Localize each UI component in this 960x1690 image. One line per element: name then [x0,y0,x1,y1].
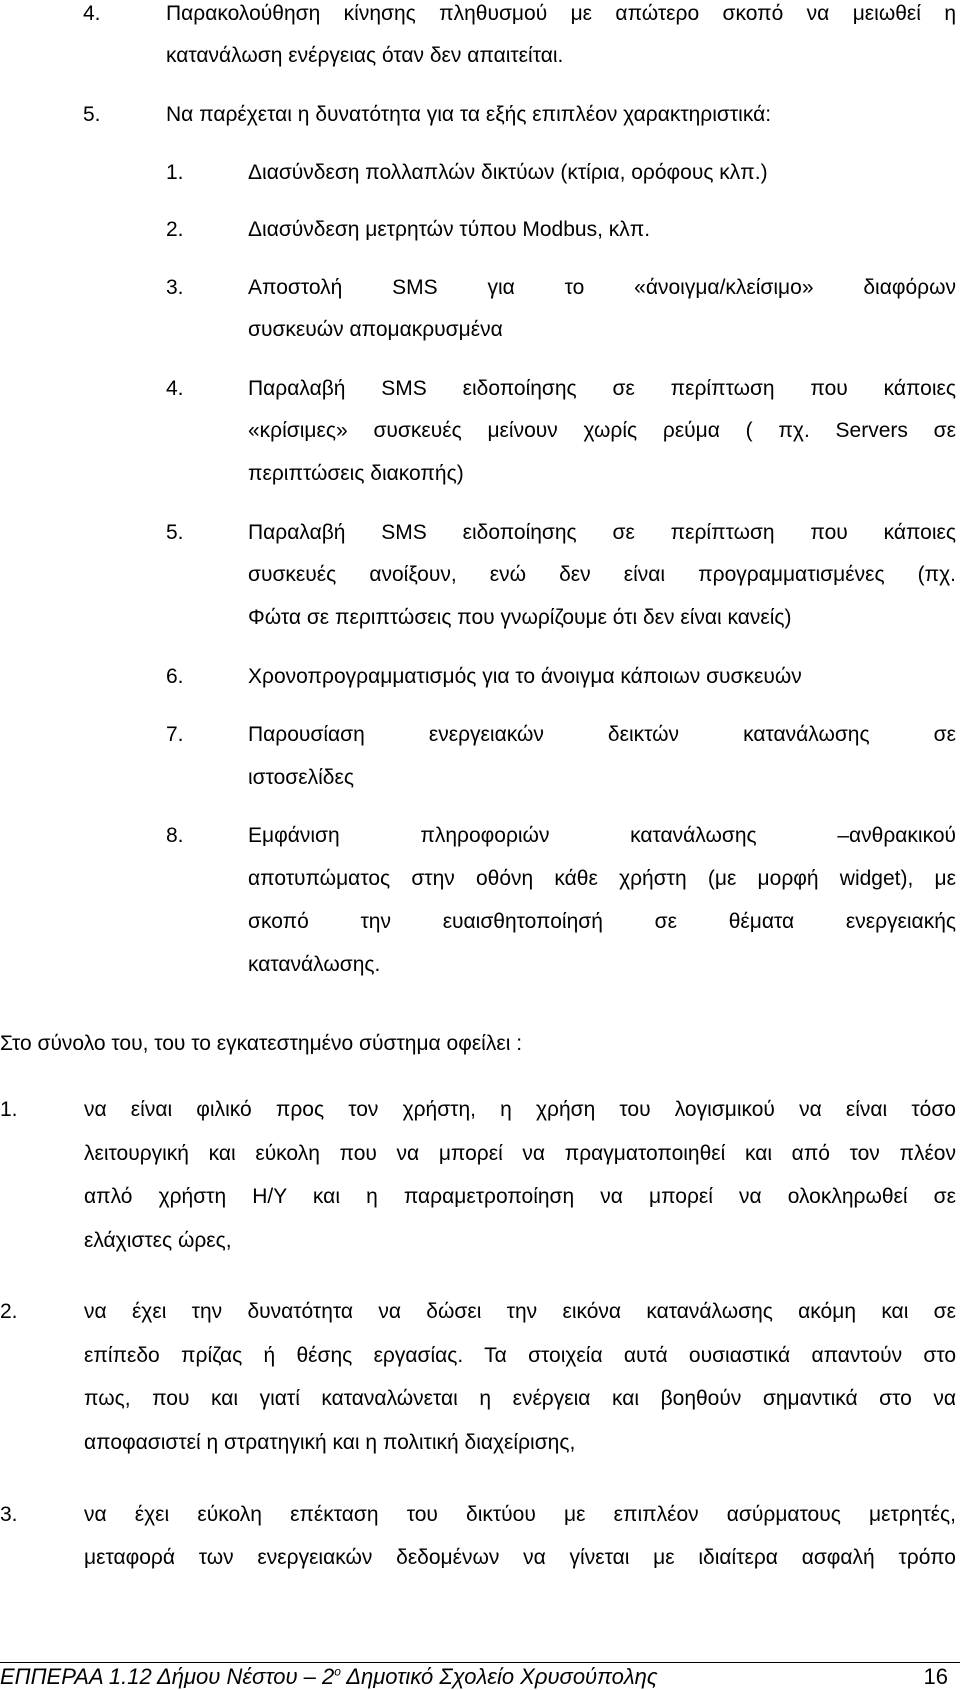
sub-list-item-8-line-3: σκοπό την ευαισθητοποίησή σε θέματα ενεργειακής [248,910,956,933]
sub-list-item-1-line-1: Διασύνδεση πολλαπλών δικτύων (κτίρια, ορόφους κλπ.) [248,161,768,184]
sub-list-item-6-number: 6. [166,665,184,688]
requirement-1-line-2: λειτουργική και εύκολη που να μπορεί να πραγματοποιηθεί και από τον πλέον [84,1142,956,1165]
sub-list-item-4-line-3: περιπτώσεις διακοπής) [248,462,464,485]
footer-title-superscript: ο [334,1664,341,1679]
sub-list-item-4-line-2: «κρίσιμες» συσκευές μείνουν χωρίς ρεύμα ( πχ. Servers σε [248,419,956,442]
requirement-1-line-1: να είναι φιλικό προς τον χρήστη, η χρήση του λογισμικού να είναι τόσο [84,1098,956,1121]
footer-divider [0,1662,960,1663]
sub-list-item-8-line-1: Εμφάνιση πληροφοριών κατανάλωσης –ανθρακικού [248,824,956,847]
requirement-2-line-2: επίπεδο πρίζας ή θέσης εργασίας. Τα στοιχεία αυτά ουσιαστικά απαντούν στο [84,1344,956,1367]
footer-title-part-1: ΕΠΠΕΡΑΑ 1.12 Δήμου Νέστου – 2 [0,1664,335,1689]
requirement-2-line-3: πως, που και γιατί καταναλώνεται η ενέργεια και βοηθούν σημαντικά στο να [84,1387,956,1410]
summary-heading: Στο σύνολο του, του το εγκατεστημένο σύστημα οφείλει : [0,1032,523,1055]
sub-list-item-3-number: 3. [166,276,184,299]
sub-list-item-8-line-4: κατανάλωσης. [248,953,381,976]
sub-list-item-5-line-3: Φώτα σε περιπτώσεις που γνωρίζουμε ότι δεν είναι κανείς) [248,606,792,629]
top-list-item-4-line-1: Παρακολούθηση κίνησης πληθυσμού με απώτερο σκοπό να μειωθεί η [166,2,956,25]
footer-title-part-2: Δημοτικό Σχολείο Χρυσούπολης [340,1664,658,1689]
requirement-1-number: 1. [0,1098,18,1121]
top-list-item-4-number: 4. [83,2,101,25]
sub-list-item-3-line-2: συσκευών απομακρυσμένα [248,318,503,341]
sub-list-item-3-line-1: Αποστολή SMS για το «άνοιγμα/κλείσιμο» διαφόρων [248,276,956,299]
top-list-item-5-line-1: Να παρέχεται η δυνατότητα για τα εξής επιπλέον χαρακτηριστικά: [166,103,772,126]
requirement-3-number: 3. [0,1503,18,1526]
top-list-item-5-number: 5. [83,103,101,126]
sub-list-item-1-number: 1. [166,161,184,184]
footer-title [0,1664,658,1690]
sub-list-item-6-line-1: Χρονοπρογραμματισμός για το άνοιγμα κάποιων συσκευών [248,665,802,688]
requirement-2-number: 2. [0,1300,18,1323]
requirement-3-line-2: μεταφορά των ενεργειακών δεδομένων να γίνεται με ιδιαίτερα ασφαλή τρόπο [84,1546,956,1569]
sub-list-item-2-number: 2. [166,218,184,241]
sub-list-item-7-number: 7. [166,723,184,746]
sub-list-item-5-number: 5. [166,521,184,544]
sub-list-item-7-line-1: Παρουσίαση ενεργειακών δεικτών κατανάλωσης σε [248,723,956,746]
page-number: 16 [923,1664,948,1689]
requirement-2-line-1: να έχει την δυνατότητα να δώσει την εικόνα κατανάλωσης ακόμη και σε [84,1300,956,1323]
sub-list-item-2-line-1: Διασύνδεση μετρητών τύπου Modbus, κλπ. [248,218,651,241]
sub-list-item-8-number: 8. [166,824,184,847]
sub-list-item-5-line-2: συσκευές ανοίξουν, ενώ δεν είναι προγραμματισμένες (πχ. [248,563,956,586]
requirement-1-line-4: ελάχιστες ώρες, [84,1229,232,1252]
requirement-1-line-3: απλό χρήστη Η/Υ και η παραμετροποίηση να μπορεί να ολοκληρωθεί σε [84,1185,956,1208]
top-list-item-4-line-2: κατανάλωση ενέργειας όταν δεν απαιτείται. [166,44,564,67]
sub-list-item-4-number: 4. [166,377,184,400]
sub-list-item-5-line-1: Παραλαβή SMS ειδοποίησης σε περίπτωση που κάποιες [248,521,956,544]
sub-list-item-8-line-2: αποτυπώματος στην οθόνη κάθε χρήστη (με μορφή widget), με [248,867,956,890]
requirement-2-line-4: αποφασιστεί η στρατηγική και η πολιτική διαχείρισης, [84,1431,576,1454]
sub-list-item-4-line-1: Παραλαβή SMS ειδοποίησης σε περίπτωση που κάποιες [248,377,956,400]
requirement-3-line-1: να έχει εύκολη επέκταση του δικτύου με επιπλέον ασύρματους μετρητές, [84,1503,956,1526]
sub-list-item-7-line-2: ιστοσελίδες [248,766,354,789]
